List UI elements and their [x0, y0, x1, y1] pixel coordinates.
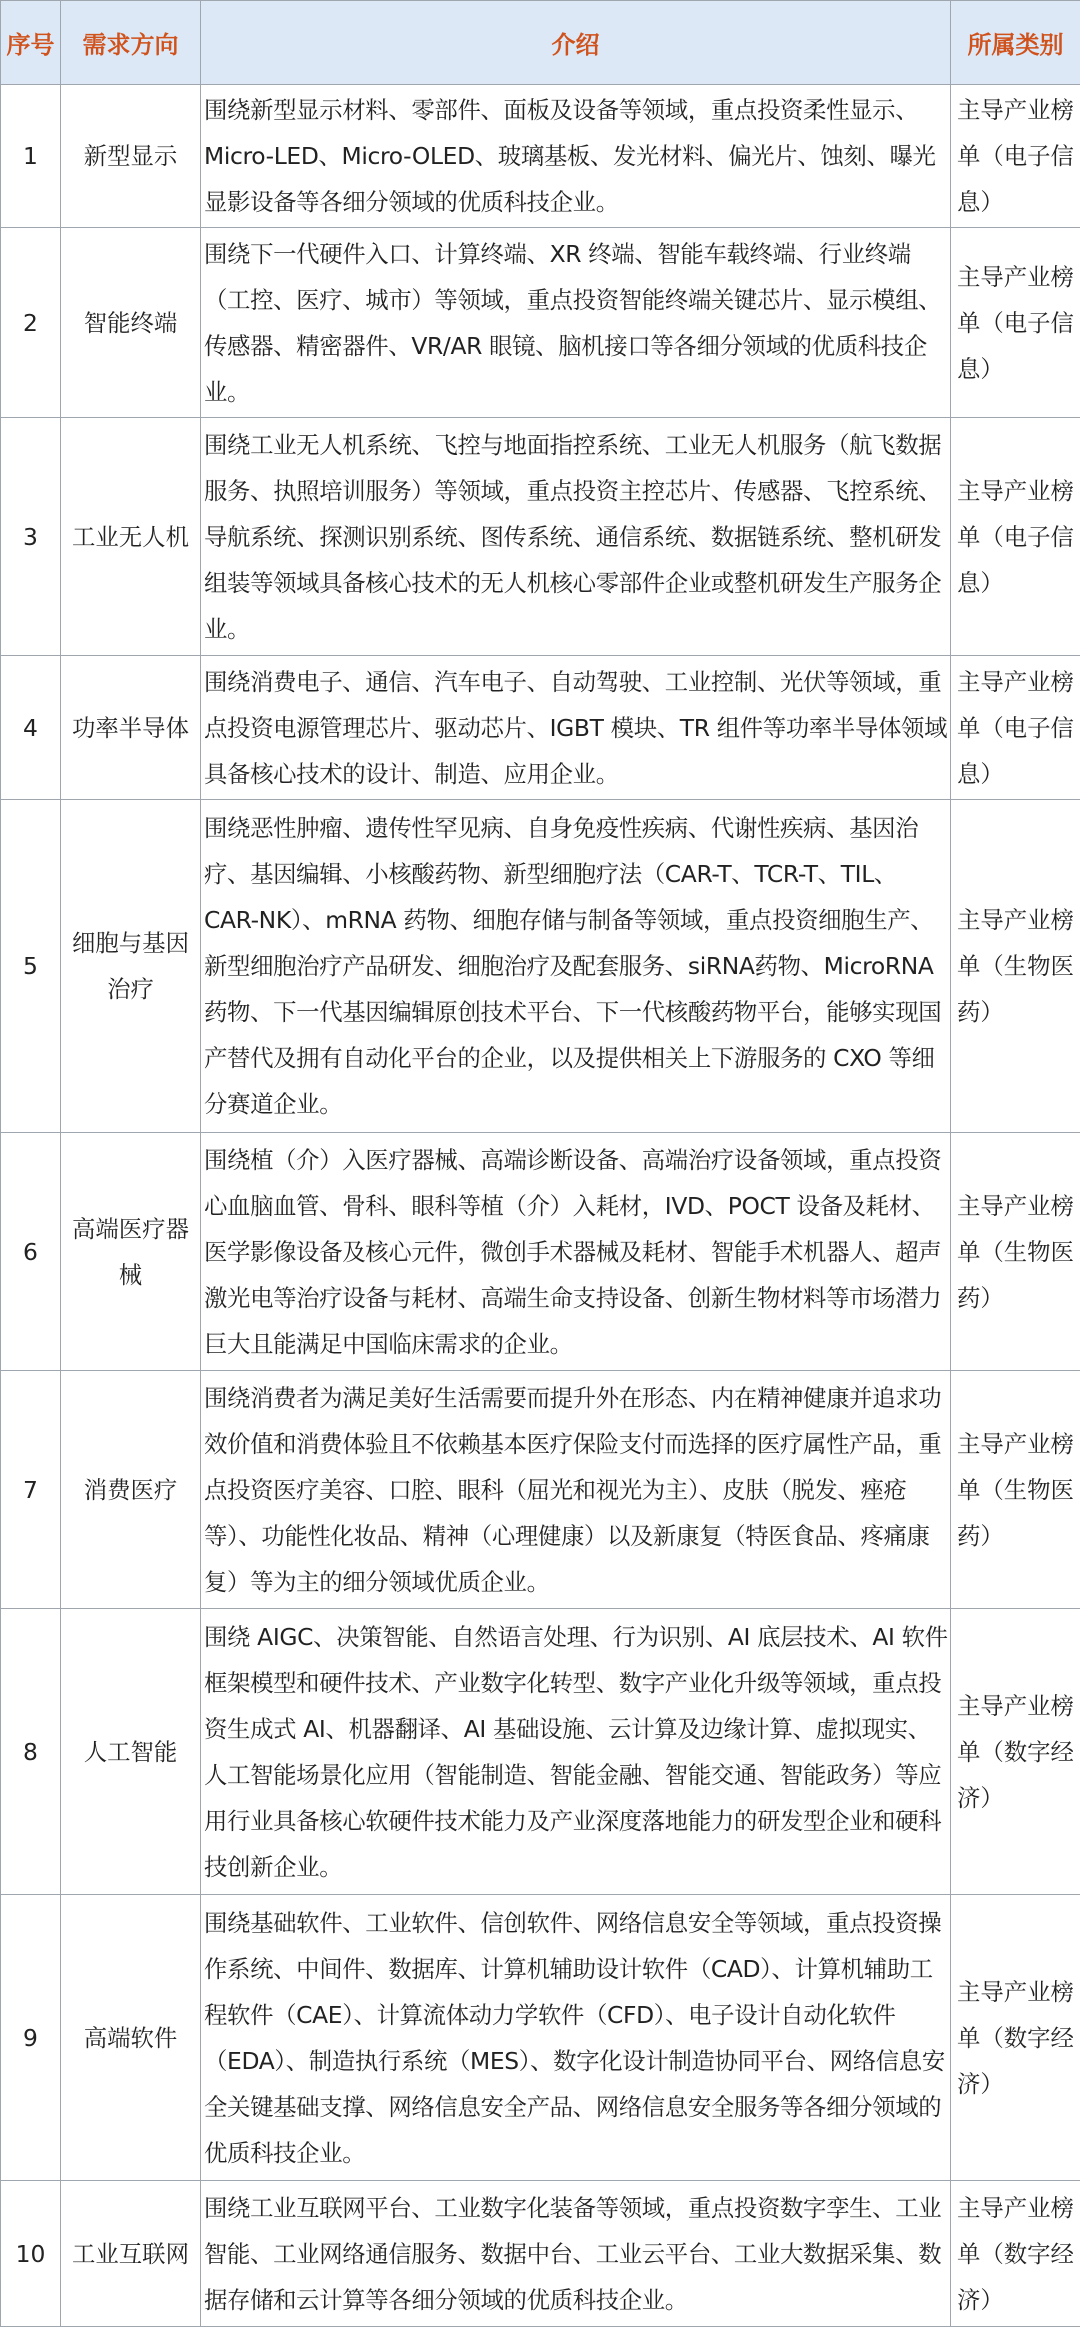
row-description: 围绕消费者为满足美好生活需要而提升外在形态、内在精神健康并追求功效价值和消费体验且不依赖基本医疗保险支付而选择的医疗属性产品，重点投资医疗美容、口腔、眼科（屈光和视光为主）、皮肤（脱发、痤疮等）、功能性化妆品、精神（心理健康）以及新康复（特医食品、疼痛康复）等为主的细分领域优质企业。 [201, 1371, 951, 1609]
row-description: 围绕消费电子、通信、汽车电子、自动驾驶、工业控制、光伏等领域，重点投资电源管理芯片、驱动芯片、IGBT 模块、TR 组件等功率半导体领域具备核心技术的设计、制造、应用企业。 [201, 656, 951, 800]
row-category: 主导产业榜单（数字经济） [951, 1609, 1080, 1895]
row-direction: 消费医疗 [61, 1371, 201, 1609]
row-direction: 高端软件 [61, 1895, 201, 2181]
row-index: 6 [1, 1133, 61, 1371]
row-description: 围绕下一代硬件入口、计算终端、XR 终端、智能车载终端、行业终端（工控、医疗、城市）等领域，重点投资智能终端关键芯片、显示模组、传感器、精密器件、VR/AR 眼镜、脑机接口等各细分领域的优质科技企业。 [201, 228, 951, 418]
row-index: 10 [1, 2181, 61, 2327]
row-category: 主导产业榜单（生物医药） [951, 1371, 1080, 1609]
table-row [1, 1133, 1080, 1371]
table-row [1, 1895, 1080, 2181]
row-category: 主导产业榜单（电子信息） [951, 85, 1080, 228]
header-row [1, 1, 1080, 85]
row-category: 主导产业榜单（数字经济） [951, 2181, 1080, 2327]
row-description: 围绕工业无人机系统、飞控与地面指控系统、工业无人机服务（航飞数据服务、执照培训服务）等领域，重点投资主控芯片、传感器、飞控系统、导航系统、探测识别系统、图传系统、通信系统、数据链系统、整机研发组装等领域具备核心技术的无人机核心零部件企业或整机研发生产服务企业。 [201, 418, 951, 656]
header-index: 序号 [1, 1, 61, 85]
row-index: 4 [1, 656, 61, 800]
table-row [1, 2181, 1080, 2327]
table-row [1, 1371, 1080, 1609]
table-row [1, 656, 1080, 800]
row-index: 3 [1, 418, 61, 656]
row-description: 围绕工业互联网平台、工业数字化装备等领域，重点投资数字孪生、工业智能、工业网络通信服务、数据中台、工业云平台、工业大数据采集、数据存储和云计算等各细分领域的优质科技企业。 [201, 2181, 951, 2327]
row-category: 主导产业榜单（电子信息） [951, 418, 1080, 656]
row-category: 主导产业榜单（电子信息） [951, 228, 1080, 418]
row-category: 主导产业榜单（数字经济） [951, 1895, 1080, 2181]
header-description: 介绍 [201, 1, 951, 85]
row-description: 围绕新型显示材料、零部件、面板及设备等领域，重点投资柔性显示、Micro-LED、Micro-OLED、玻璃基板、发光材料、偏光片、蚀刻、曝光显影设备等各细分领域的优质科技企业。 [201, 85, 951, 228]
row-category: 主导产业榜单（生物医药） [951, 1133, 1080, 1371]
row-direction: 工业无人机 [61, 418, 201, 656]
row-direction: 人工智能 [61, 1609, 201, 1895]
table-row [1, 228, 1080, 418]
table-row [1, 85, 1080, 228]
row-direction: 细胞与基因治疗 [61, 800, 201, 1133]
row-index: 1 [1, 85, 61, 228]
row-direction: 工业互联网 [61, 2181, 201, 2327]
header-category: 所属类别 [951, 1, 1080, 85]
row-category: 主导产业榜单（电子信息） [951, 656, 1080, 800]
row-description: 围绕基础软件、工业软件、信创软件、网络信息安全等领域，重点投资操作系统、中间件、数据库、计算机辅助设计软件（CAD）、计算机辅助工程软件（CAE）、计算流体动力学软件（CFD）、电子设计自动化软件（EDA）、制造执行系统（MES）、数字化设计制造协同平台、网络信息安全关键基础支撑、网络信息安全产品、网络信息安全服务等各细分领域的优质科技企业。 [201, 1895, 951, 2181]
row-direction: 智能终端 [61, 228, 201, 418]
row-direction: 高端医疗器械 [61, 1133, 201, 1371]
row-index: 8 [1, 1609, 61, 1895]
table-row [1, 418, 1080, 656]
row-category: 主导产业榜单（生物医药） [951, 800, 1080, 1133]
table-row [1, 800, 1080, 1133]
row-index: 7 [1, 1371, 61, 1609]
row-index: 9 [1, 1895, 61, 2181]
table-row [1, 1609, 1080, 1895]
header-direction: 需求方向 [61, 1, 201, 85]
row-description: 围绕植（介）入医疗器械、高端诊断设备、高端治疗设备领域，重点投资心血脑血管、骨科、眼科等植（介）入耗材，IVD、POCT 设备及耗材、医学影像设备及核心元件，微创手术器械及耗材、智能手术机器人、超声激光电等治疗设备与耗材、高端生命支持设备、创新生物材料等市场潜力巨大且能满足中国临床需求的企业。 [201, 1133, 951, 1371]
row-description: 围绕 AIGC、决策智能、自然语言处理、行为识别、AI 底层技术、AI 软件框架模型和硬件技术、产业数字化转型、数字产业化升级等领域，重点投资生成式 AI、机器翻译、AI 基础设施、云计算及边缘计算、虚拟现实、人工智能场景化应用（智能制造、智能金融、智能交通、智能政务）等应用行业具备核心软硬件技术能力及产业深度落地能力的研发型企业和硬科技创新企业。 [201, 1609, 951, 1895]
row-description: 围绕恶性肿瘤、遗传性罕见病、自身免疫性疾病、代谢性疾病、基因治疗、基因编辑、小核酸药物、新型细胞疗法（CAR-T、TCR-T、TIL、CAR-NK）、mRNA 药物、细胞存储与制备等领域，重点投资细胞生产、新型细胞治疗产品研发、细胞治疗及配套服务、siRNA药物、MicroRNA 药物、下一代基因编辑原创技术平台、下一代核酸药物平台，能够实现国产替代及拥有自动化平台的企业，以及提供相关上下游服务的 CXO 等细分赛道企业。 [201, 800, 951, 1133]
row-direction: 新型显示 [61, 85, 201, 228]
row-direction: 功率半导体 [61, 656, 201, 800]
row-index: 5 [1, 800, 61, 1133]
row-index: 2 [1, 228, 61, 418]
